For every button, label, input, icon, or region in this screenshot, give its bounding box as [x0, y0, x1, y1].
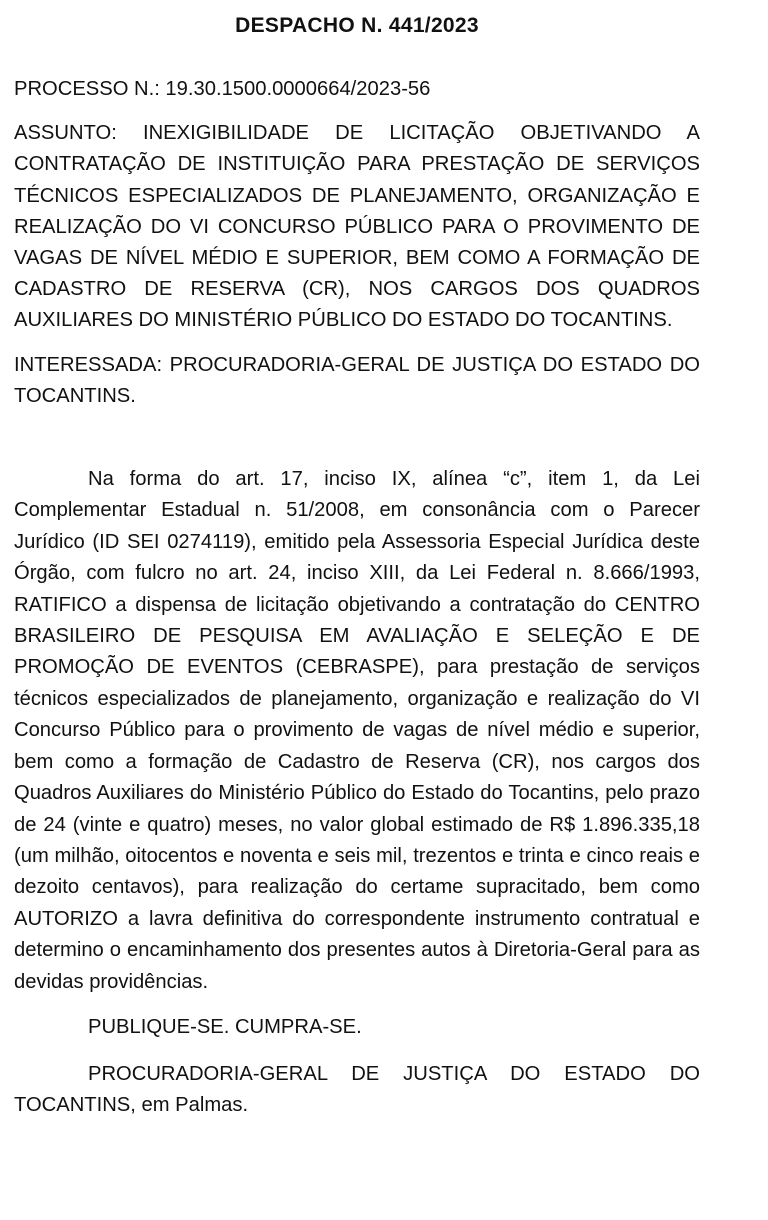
document-title: DESPACHO N. 441/2023	[235, 14, 479, 37]
assunto-paragraph: ASSUNTO: INEXIGIBILIDADE DE LICITAÇÃO OBJETIVANDO A CONTRATAÇÃO DE INSTITUIÇÃO PARA PRESTAÇÃO DE SERVIÇOS TÉCNICOS ESPECIALIZADOS DE PLANEJAMENTO, ORGANIZAÇÃO E REALIZAÇÃO DO VI CONCURSO PÚBLICO PARA O PROVIMENTO DE VAGAS DE NÍVEL MÉDIO E SUPERIOR, BEM COMO A FORMAÇÃO DE CADASTRO DE RESERVA (CR), NOS CARGOS DOS QUADROS AUXILIARES DO MINISTÉRIO PÚBLICO DO ESTADO DO TOCANTINS.	[14, 122, 700, 332]
publique-line: PUBLIQUE-SE. CUMPRA-SE.	[88, 1015, 362, 1038]
processo-number: PROCESSO N.: 19.30.1500.0000664/2023-56	[14, 78, 431, 100]
interessada-paragraph: INTERESSADA: PROCURADORIA-GERAL DE JUSTIÇA DO ESTADO DO TOCANTINS.	[14, 353, 700, 407]
main-body-paragraph: Na forma do art. 17, inciso IX, alínea “c”, item 1, da Lei Complementar Estadual n. 51/2008, em consonância com o Parecer Jurídico (ID SEI 0274119), emitido pela Assessoria Especial Jurídica deste Órgão, com fulcro no art. 24, inciso XIII, da Lei Federal n. 8.666/1993, RATIFICO a dispensa de licitação objetivando a contratação do CENTRO BRASILEIRO DE PESQUISA EM AVALIAÇÃO E SELEÇÃO E DE PROMOÇÃO DE EVENTOS (CEBRASPE), para prestação de serviços técnicos especializados de planejamento, organização e realização do VI Concurso Público para o provimento de vagas de nível médio e superior, bem como a formação de Cadastro de Reserva (CR), nos cargos dos Quadros Auxiliares do Ministério Público do Estado do Tocantins, pelo prazo de 24 (vinte e quatro) meses, no valor global estimado de R$ 1.896.335,18 (um milhão, oitocentos e noventa e seis mil, trezentos e trinta e cinco reais e dezoito centavos), para realização do certame supracitado, bem como AUTORIZO a lavra definitiva do correspondente instrumento contratual e determino o encaminhamento dos presentes autos à Diretoria-Geral para as devidas providências.	[14, 468, 700, 993]
document-page	[14, 14, 700, 1122]
signature-place: PROCURADORIA-GERAL DE JUSTIÇA DO ESTADO DO TOCANTINS, em Palmas.	[14, 1063, 700, 1117]
